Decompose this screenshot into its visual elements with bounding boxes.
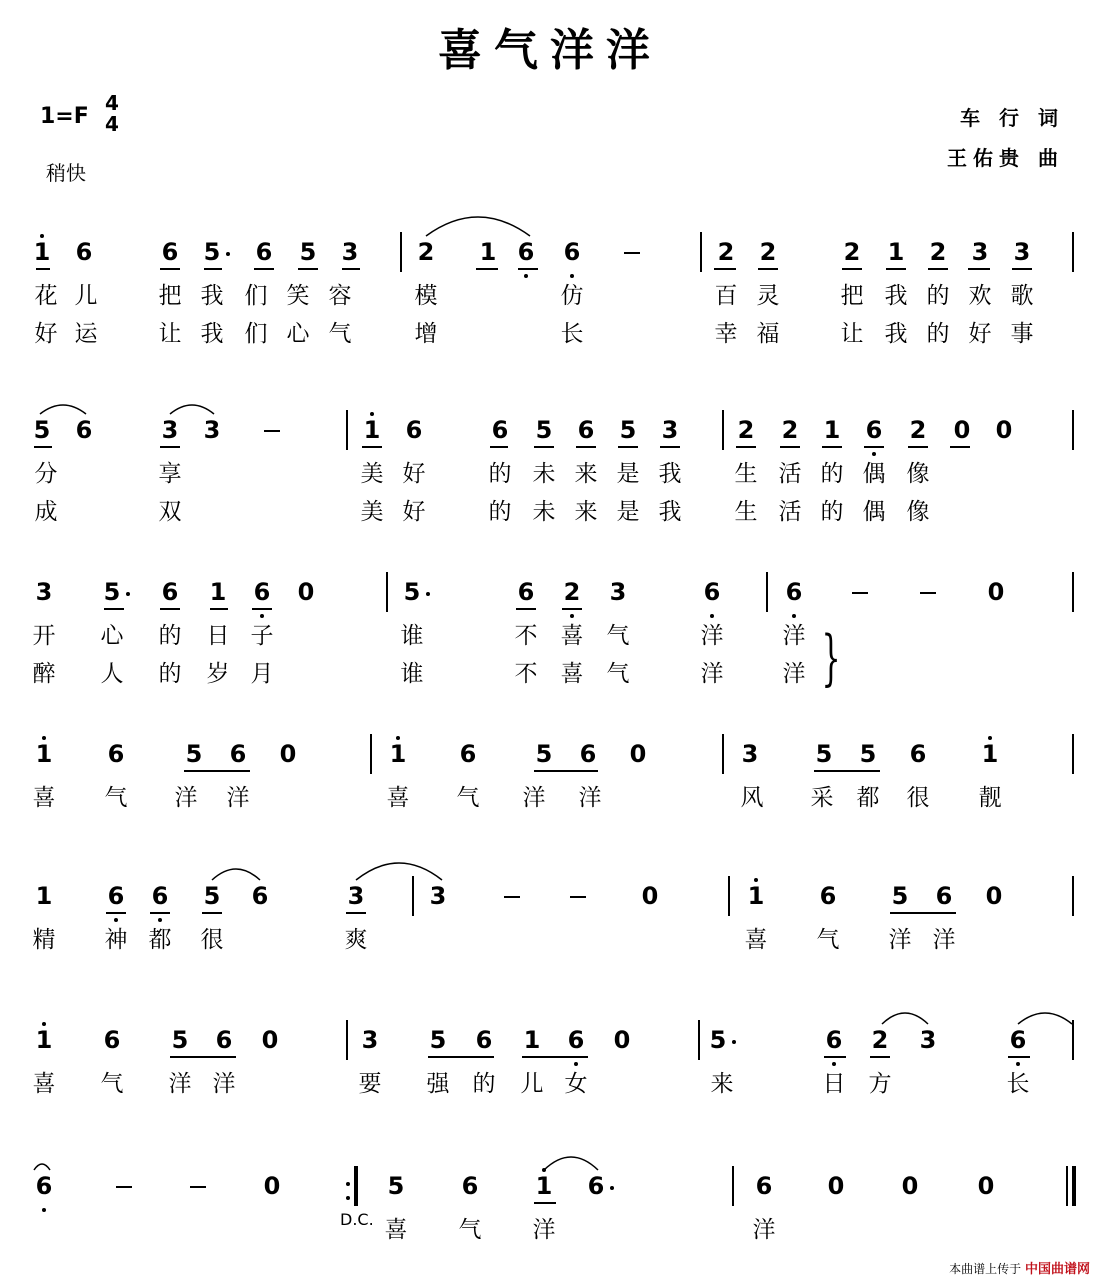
lyric-syllable: 谁 [400,661,424,687]
lyric-syllable: 生 [734,499,758,525]
note: 6 [491,416,509,444]
note: 2 [717,238,735,266]
lyric-syllable: 们 [244,283,268,309]
note: 2 [417,238,435,266]
note: 5 [535,416,553,444]
note: 6 [215,1026,233,1054]
note: 5 [203,238,221,266]
note: 6 [35,1172,53,1200]
lyric-syllable: 我 [658,499,682,525]
lyric-syllable: 双 [158,499,182,525]
note: 5 [185,740,203,768]
note: 6 [161,578,179,606]
note: 2 [563,578,581,606]
note: 0 [279,740,297,768]
lyric-syllable: 花 [34,283,58,309]
lyric-syllable: 洋 [174,785,198,811]
lyric-syllable: 长 [560,321,584,347]
repeat-brace: } [821,623,841,693]
note: 1 [747,882,765,910]
slur [356,863,442,880]
lyric-syllable: 喜 [386,785,410,811]
lyric-syllable: 开 [32,623,56,649]
lyric-syllable: 享 [158,461,182,487]
note: 6 [161,238,179,266]
lyric-syllable: 我 [658,461,682,487]
lyric-syllable: 喜 [384,1217,408,1243]
lyric-syllable: 的 [926,283,950,309]
lyric-syllable: 分 [34,461,58,487]
lyric-syllable: 笑 [286,283,310,309]
lyricist-credit: 车 行 词 [960,106,1064,130]
note: 6 [563,238,581,266]
lyric-syllable: 气 [100,1071,124,1097]
note: 5 [859,740,877,768]
lyric-syllable: 欢 [968,283,992,309]
lyric-syllable: 好 [34,321,58,347]
note: 0 [641,882,659,910]
lyric-syllable: 很 [906,785,930,811]
note: 6 [253,578,271,606]
lyric-syllable: 喜 [560,661,584,687]
note: 5 [619,416,637,444]
note: 5 [299,238,317,266]
note: 0 [297,578,315,606]
note: 3 [661,416,679,444]
note: 2 [909,416,927,444]
lyric-syllable: 未 [532,461,556,487]
lyric-syllable: 不 [514,623,538,649]
note: 6 [517,238,535,266]
note: 6 [567,1026,585,1054]
lyric-syllable: 是 [616,499,640,525]
note: 6 [703,578,721,606]
slur [882,1013,928,1024]
lyric-syllable: 子 [250,623,274,649]
note: 5 [535,740,553,768]
note: 3 [35,578,53,606]
lyric-syllable: 好 [402,461,426,487]
note: 5 [891,882,909,910]
lyric-syllable: 增 [414,321,438,347]
lyric-syllable: 气 [456,785,480,811]
lyric-syllable: 儿 [520,1071,544,1097]
song-title: 喜气洋洋 [438,25,662,76]
lyric-syllable: 来 [574,461,598,487]
note: 0 [901,1172,919,1200]
lyric-syllable: 事 [1010,321,1034,347]
note: 3 [1013,238,1031,266]
note: 6 [75,238,93,266]
note: 6 [909,740,927,768]
lyric-syllable: 气 [606,661,630,687]
lyric-syllable: 人 [100,661,124,687]
note: 6 [107,882,125,910]
note: 1 [981,740,999,768]
lyric-syllable: 喜 [744,927,768,953]
note: 3 [341,238,359,266]
lyric-syllable: 气 [104,785,128,811]
lyric-syllable: 精 [32,927,56,953]
lyric-syllable: 神 [104,927,128,953]
note: 6 [459,740,477,768]
lyric-syllable: 的 [820,499,844,525]
key-signature: 1=F [40,104,89,129]
lyric-syllable: 好 [968,321,992,347]
lyric-syllable: 采 [810,785,834,811]
lyric-syllable: 让 [840,321,864,347]
note: 1 [35,1026,53,1054]
note: 6 [517,578,535,606]
note: 5 [387,1172,405,1200]
note: 6 [255,238,273,266]
slur [40,405,86,414]
lyric-syllable: 日 [822,1071,846,1097]
lyric-syllable: 运 [74,321,98,347]
lyric-syllable: 美 [360,461,384,487]
lyric-syllable: 容 [328,283,352,309]
note: 0 [629,740,647,768]
slur [170,405,214,414]
lyric-syllable: 气 [458,1217,482,1243]
lyric-syllable: 很 [200,927,224,953]
note: 3 [203,416,221,444]
note: 5 [171,1026,189,1054]
lyric-syllable: 长 [1006,1071,1030,1097]
lyric-syllable: 百 [714,283,738,309]
lyric-syllable: 像 [906,461,930,487]
lyric-syllable: 幸 [714,321,738,347]
note: 0 [977,1172,995,1200]
lyric-syllable: 模 [414,283,438,309]
note: 1 [35,882,53,910]
note: 3 [919,1026,937,1054]
lyric-syllable: 的 [488,499,512,525]
note: 6 [819,882,837,910]
lyric-syllable: 的 [158,661,182,687]
lyric-syllable: 心 [100,623,124,649]
lyric-syllable: 的 [488,461,512,487]
slur [544,1157,598,1170]
lyric-syllable: 洋 [168,1071,192,1097]
note: 6 [579,740,597,768]
lyric-syllable: 气 [328,321,352,347]
lyric-syllable: 洋 [700,661,724,687]
note: 2 [759,238,777,266]
note: 6 [1009,1026,1027,1054]
lyric-syllable: 方 [868,1071,892,1097]
lyric-syllable: 生 [734,461,758,487]
lyric-syllable: 洋 [226,785,250,811]
lyric-syllable: 歌 [1010,283,1034,309]
lyric-syllable: 让 [158,321,182,347]
slur [34,1164,50,1170]
note: 1 [523,1026,541,1054]
dc-mark: D.C. [340,1210,374,1229]
slur [426,217,530,236]
lyric-syllable: 喜 [32,1071,56,1097]
time-signature-bottom: 4 [105,112,119,136]
lyric-syllable: 气 [606,623,630,649]
lyric-syllable: 洋 [932,927,956,953]
lyric-syllable: 强 [426,1071,450,1097]
lyric-syllable: 来 [710,1071,734,1097]
lyric-syllable: 我 [884,321,908,347]
footer-credit [949,1258,1090,1277]
lyric-syllable: 我 [200,321,224,347]
slur [1018,1013,1072,1024]
lyric-syllable: 心 [286,321,310,347]
note: 3 [429,882,447,910]
lyric-syllable: 未 [532,499,556,525]
note: 5 [709,1026,727,1054]
note: 5 [33,416,51,444]
note: 5 [815,740,833,768]
note: 1 [535,1172,553,1200]
note: 0 [261,1026,279,1054]
note: 1 [389,740,407,768]
note: 3 [347,882,365,910]
lyric-syllable: 是 [616,461,640,487]
note: 6 [587,1172,605,1200]
note: 6 [577,416,595,444]
note: 6 [405,416,423,444]
note: 6 [229,740,247,768]
note: 1 [363,416,381,444]
lyric-syllable: 的 [158,623,182,649]
lyric-syllable: 来 [574,499,598,525]
composer-credit: 王佑贵 曲 [947,146,1064,170]
lyric-syllable: 好 [402,499,426,525]
lyric-syllable: 要 [358,1071,382,1097]
lyric-syllable: 岁 [206,661,230,687]
lyric-syllable: 儿 [74,283,98,309]
lyric-syllable: 美 [360,499,384,525]
lyric-syllable: 洋 [532,1217,556,1243]
note: 0 [613,1026,631,1054]
lyric-syllable: 把 [158,283,182,309]
lyric-syllable: 靓 [978,785,1002,811]
note: 3 [609,578,627,606]
tempo-marking: 稍快 [46,161,86,185]
slur [212,869,260,880]
lyric-syllable: 像 [906,499,930,525]
note: 0 [985,882,1003,910]
note: 3 [161,416,179,444]
note: 2 [781,416,799,444]
lyric-syllable: 成 [34,499,58,525]
note: 1 [33,238,51,266]
note: 1 [35,740,53,768]
note: 2 [871,1026,889,1054]
lyric-syllable: 偶 [862,461,886,487]
lyric-syllable: 日 [206,623,230,649]
note: 6 [825,1026,843,1054]
lyric-syllable: 都 [148,927,172,953]
lyric-syllable: 醉 [32,661,56,687]
note: 6 [935,882,953,910]
lyric-syllable: 灵 [756,283,780,309]
lyric-syllable: 爽 [344,927,368,953]
note: 2 [929,238,947,266]
lyric-syllable: 月 [250,661,274,687]
note: 6 [75,416,93,444]
note: 6 [461,1172,479,1200]
lyric-syllable: 谁 [400,623,424,649]
note: 1 [479,238,497,266]
note: 6 [251,882,269,910]
note: 1 [887,238,905,266]
note: 0 [995,416,1013,444]
lyric-syllable: 洋 [578,785,602,811]
footer-brand: 中国曲谱网 [1024,1262,1090,1277]
lyric-syllable: 洋 [212,1071,236,1097]
lyric-syllable: 活 [778,461,802,487]
note: 5 [403,578,421,606]
lyric-syllable: 女 [564,1071,588,1097]
note: 0 [263,1172,281,1200]
note: 6 [107,740,125,768]
note: 1 [209,578,227,606]
lyric-syllable: 活 [778,499,802,525]
note: 3 [971,238,989,266]
time-signature-top: 4 [105,91,119,115]
lyric-syllable: 的 [926,321,950,347]
note: 6 [785,578,803,606]
note: 6 [151,882,169,910]
note: 2 [843,238,861,266]
note: 6 [755,1172,773,1200]
lyric-syllable: 的 [472,1071,496,1097]
note: 5 [203,882,221,910]
note: 2 [737,416,755,444]
lyric-syllable: 洋 [782,661,806,687]
lyric-syllable: 不 [514,661,538,687]
lyric-syllable: 气 [816,927,840,953]
footer-prefix: 本曲谱上传于 [949,1262,1022,1276]
lyric-syllable: 都 [856,785,880,811]
lyric-syllable: 福 [756,321,780,347]
lyric-syllable: 仿 [560,283,584,309]
lyric-syllable: 把 [840,283,864,309]
note: 5 [103,578,121,606]
lyric-syllable: 喜 [560,623,584,649]
note: 0 [953,416,971,444]
lyric-syllable: 喜 [32,785,56,811]
note: 3 [361,1026,379,1054]
note: 6 [103,1026,121,1054]
lyric-syllable: 我 [200,283,224,309]
lyric-syllable: 们 [244,321,268,347]
lyric-syllable: 洋 [522,785,546,811]
lyric-syllable: 洋 [888,927,912,953]
note: 6 [865,416,883,444]
note: 1 [823,416,841,444]
lyric-syllable: 的 [820,461,844,487]
note: 6 [475,1026,493,1054]
lyric-syllable: 偶 [862,499,886,525]
note: 0 [987,578,1005,606]
lyric-syllable: 洋 [700,623,724,649]
lyric-syllable: 我 [884,283,908,309]
note: 0 [827,1172,845,1200]
lyric-syllable: 风 [740,785,764,811]
note: 3 [741,740,759,768]
lyric-syllable: 洋 [752,1217,776,1243]
note: 5 [429,1026,447,1054]
lyric-syllable: 洋 [782,623,806,649]
